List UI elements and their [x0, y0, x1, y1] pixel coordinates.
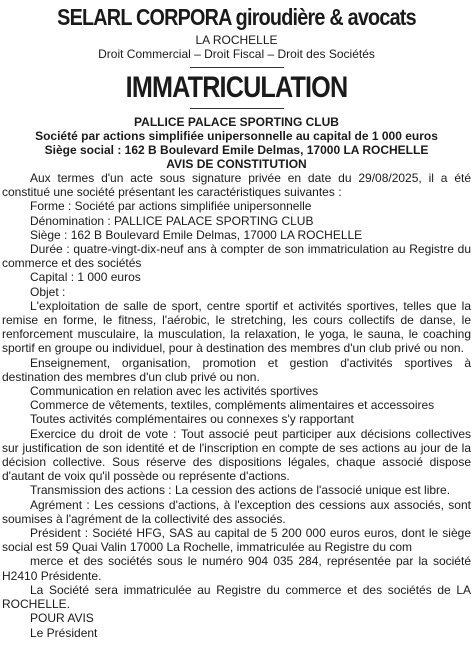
divider-top — [190, 67, 284, 68]
paragraph-transfer: Transmission des actions : La cession des actions de l'associé unique est libre. — [30, 483, 451, 498]
firm-city: LA ROCHELLE — [195, 33, 278, 47]
paragraph-form: Forme : Société par actions simplifiée unipersonnelle — [30, 199, 312, 214]
paragraph-duration: Durée : quatre-vingt-dix-neuf ans à compter de son immatriculation au Registre du commerce et des sociétés — [2, 242, 471, 271]
paragraph-denomination: Dénomination : PALLICE PALACE SPORTING CLUB — [30, 213, 314, 228]
paragraph-registration: La Société sera immatriculée au Registre du commerce et des sociétés de LA ROCHELLE. — [2, 582, 471, 612]
paragraph-object-2: Enseignement, organisation, promotion et gestion d'activités sportives à destination des membres d'un club privé ou non. — [2, 355, 471, 384]
company-registered-office: Siège social : 162 B Boulevard Emile Delmas, 17000 LA ROCHELLE — [44, 143, 429, 157]
paragraph-object-4: Commerce de vêtements, textiles, compléments alimentaires et accessoires — [30, 398, 435, 413]
firm-name: SELARL CORPORA giroudière & avocats — [57, 4, 416, 30]
firm-practice-areas: Droit Commercial – Droit Fiscal – Droit des Sociétés — [98, 47, 375, 61]
paragraph-object-3: Communication en relation avec les activités sportives — [30, 384, 319, 399]
paragraph-approval: Agrément : Les cessions d'actions, à l'exception des cessions aux associés, sont soumises à l'agrément de la collectivité des associés. — [2, 497, 471, 526]
paragraph-president: Président : Société HFG, SAS au capital de 5 200 000 euros euros, dont le siège social est 59 Quai Valin 17000 La Rochelle, immatriculée au Registre du com — [2, 526, 471, 555]
paragraph-object-1: L'exploitation de salle de sport, centre sportif et activités sportives, telles que la remise en forme, le fitness, l'aérobic, le stretching, les cours collectifs de danse, le renforcement musculaire, la musculation, la relaxation, le yoga, le sauna, le coaching sportif en groupe ou individuel, pour à destination des membres d'un club privé ou non. — [2, 298, 471, 356]
paragraph-capital: Capital : 1 000 euros — [30, 270, 141, 285]
paragraph-object-label: Objet : — [30, 284, 66, 299]
paragraph-president-cont: merce et des sociétés sous le numéro 904 035 284, représentée par la société H2410 Présidente. — [2, 554, 471, 583]
notice-title: IMMATRICULATION — [125, 71, 348, 104]
paragraph-object-5: Toutes activités complémentaires ou connexes s'y rapportant — [30, 412, 354, 427]
paragraph-siege: Siège : 162 B Boulevard Emile Delmas, 17000 LA ROCHELLE — [30, 227, 363, 242]
divider-bottom — [190, 108, 284, 109]
company-name: PALLICE PALACE SPORTING CLUB — [134, 115, 339, 129]
paragraph-voting: Exercice du droit de vote : Tout associé peut participer aux décisions collectives sur justification de son identité et de l'inscription en compte de ses actions au jour de la décision collective. Sous réserve des dispositions légales, chaque associé dispose d'autant de voix qu'il possède ou représente d'actions. — [2, 426, 471, 484]
paragraph-intro: Aux termes d'un acte sous signature privée en date du 29/08/2025, il a été constitué une société présentant les caractéristiques suivantes : — [2, 171, 471, 200]
signature-pour-avis: POUR AVIS — [30, 611, 94, 626]
notice-body — [2, 171, 471, 640]
signature-role: Le Président — [30, 625, 98, 640]
company-form-capital: Société par actions simplifiée unipersonnelle au capital de 1 000 euros — [35, 129, 438, 143]
notice-type: AVIS DE CONSTITUTION — [166, 157, 307, 171]
